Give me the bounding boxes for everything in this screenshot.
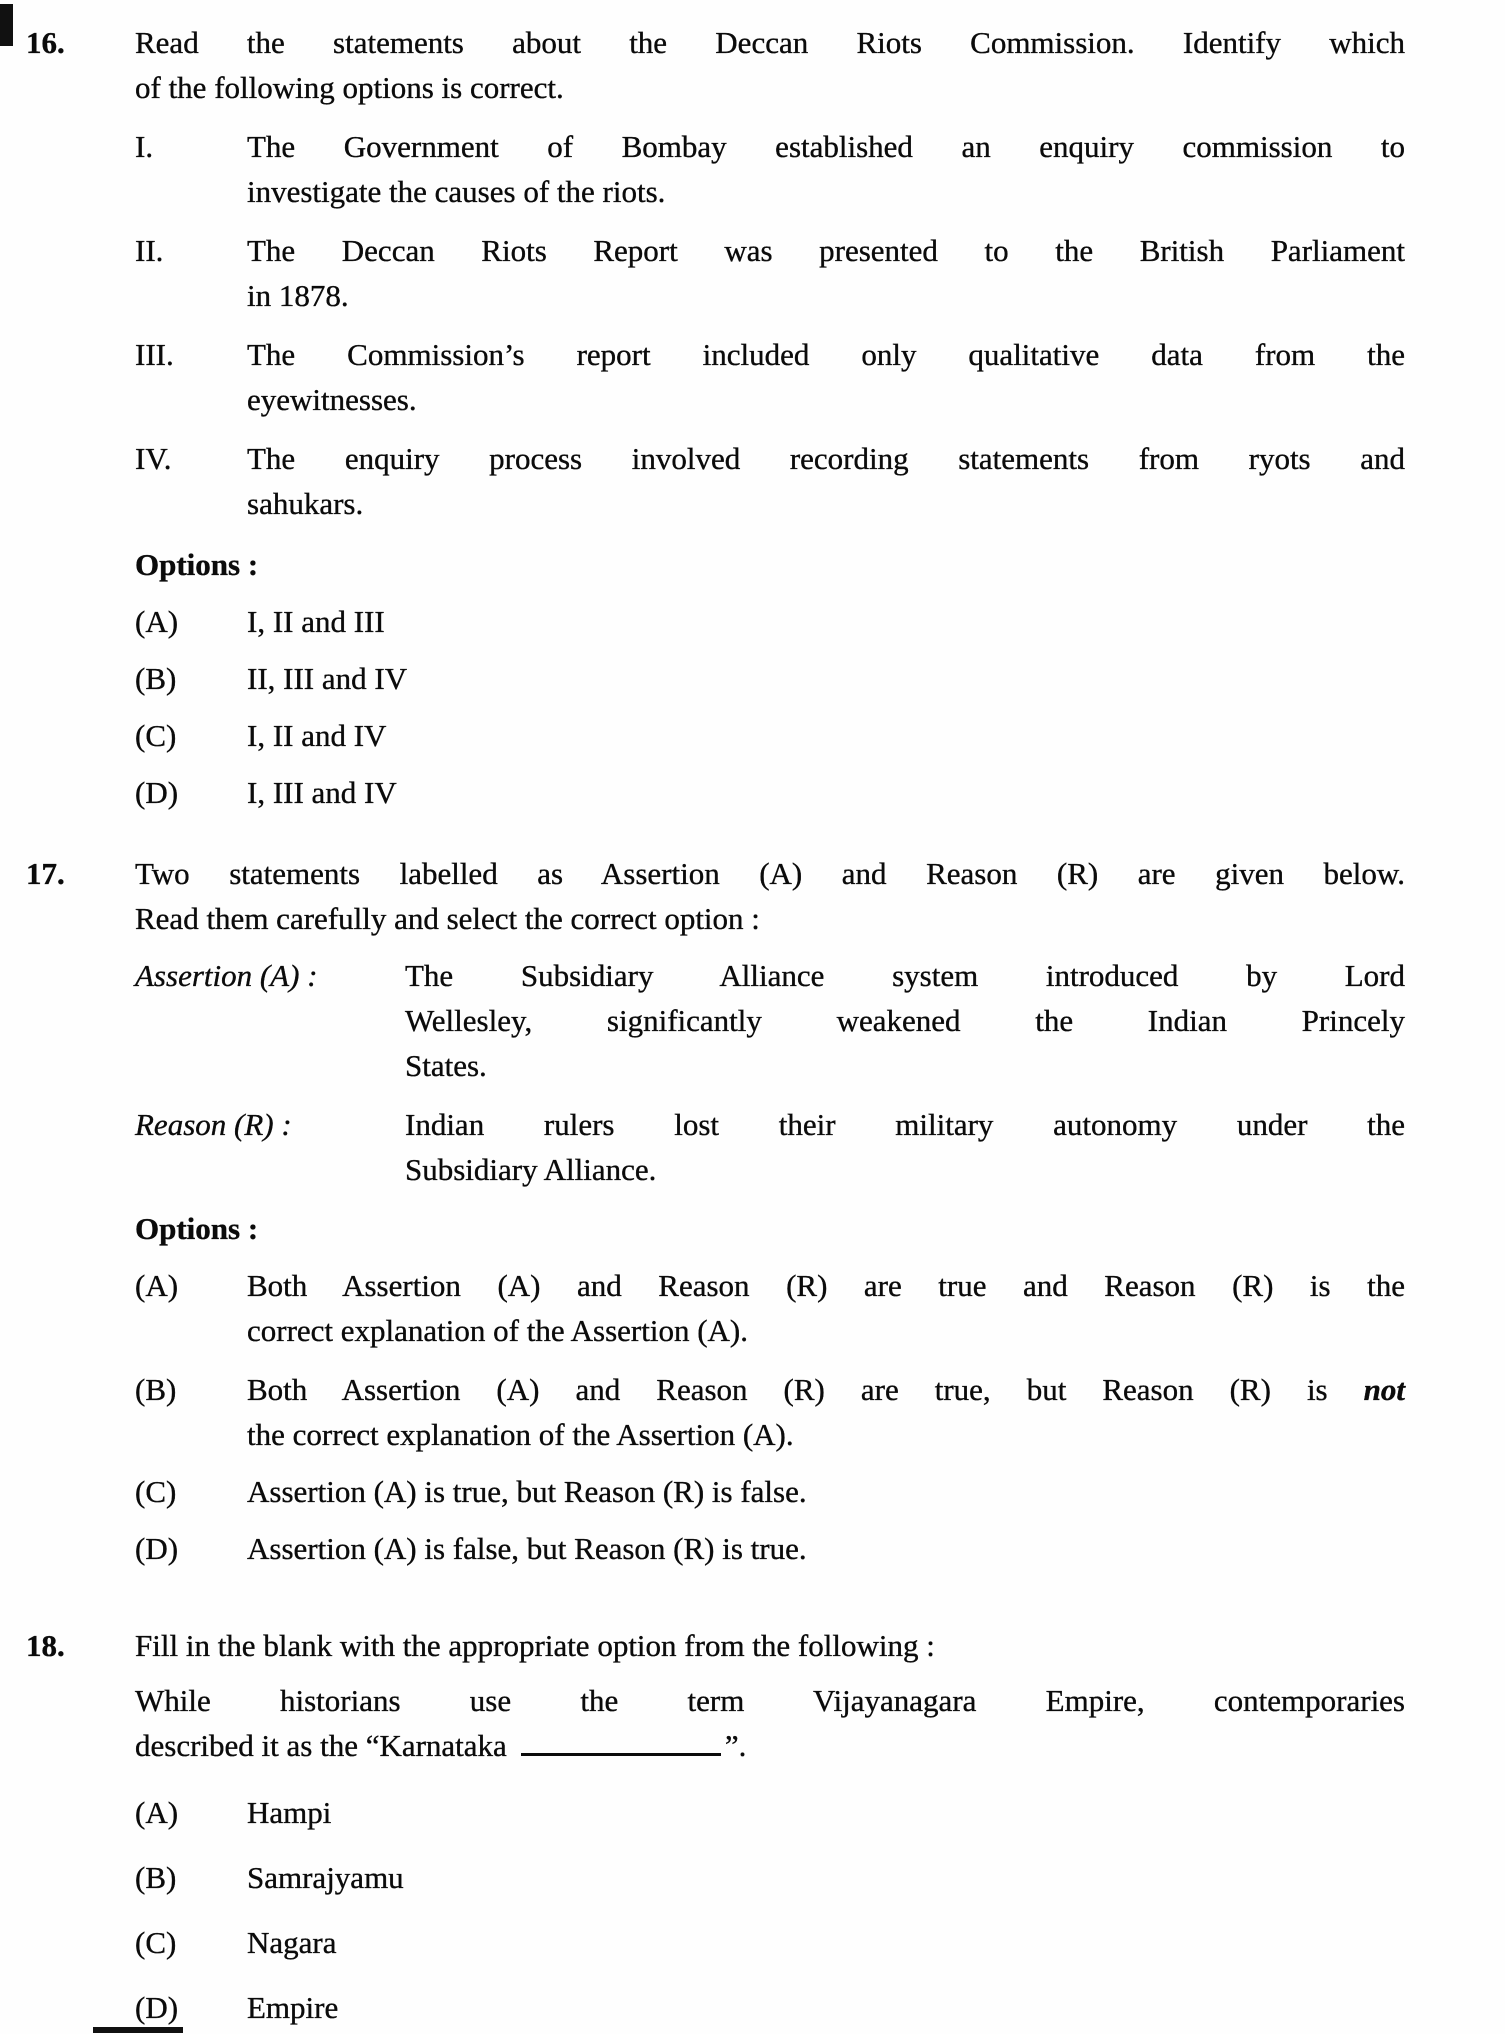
option-label: (B)	[135, 661, 177, 696]
option-text: Assertion (A) is false, but Reason (R) is true.	[247, 1531, 807, 1566]
option-text-line	[247, 1367, 1405, 1412]
fill-line	[135, 1723, 1405, 1768]
option-row	[135, 1469, 1405, 1514]
option-label: (D)	[135, 1990, 179, 2025]
option-text-line: correct explanation of the Assertion (A).	[247, 1313, 748, 1348]
option-label: (D)	[135, 1531, 179, 1566]
statement-line: sahukars.	[247, 486, 364, 521]
reason-line: Indian rulers lost their military autonomy under the	[405, 1107, 1405, 1142]
option-text: I, II and III	[247, 604, 385, 639]
reason-line: Subsidiary Alliance.	[405, 1152, 657, 1187]
option-text: Assertion (A) is true, but Reason (R) is false.	[247, 1474, 807, 1509]
option-row	[135, 770, 1405, 815]
fill-line: While historians use the term Vijayanagara Empire, contemporaries	[135, 1683, 1405, 1718]
scan-artifact-top-left	[0, 4, 13, 46]
question-intro-line: Two statements labelled as Assertion (A) and Reason (R) are given below.	[135, 856, 1405, 891]
option-text: Hampi	[247, 1795, 332, 1830]
scan-artifact-bottom	[93, 2027, 183, 2033]
option-text: I, II and IV	[247, 718, 387, 753]
assertion-label: Assertion (A) :	[135, 958, 318, 993]
reason-row	[135, 1102, 1405, 1192]
statement-row	[135, 436, 1405, 526]
assertion-line: Wellesley, significantly weakened the Indian Princely	[405, 1003, 1405, 1038]
question-intro-line: Fill in the blank with the appropriate option from the following :	[135, 1628, 935, 1663]
statement-row	[135, 332, 1405, 422]
statement-line: The Government of Bombay established an enquiry commission to	[247, 129, 1405, 164]
option-text-line: the correct explanation of the Assertion (A).	[247, 1417, 794, 1452]
option-text-line: Both Assertion (A) and Reason (R) are true and Reason (R) is the	[247, 1268, 1405, 1303]
option-label: (D)	[135, 775, 179, 810]
question-number: 16.	[26, 25, 65, 60]
question-number: 17.	[26, 856, 65, 891]
question-number: 18.	[26, 1628, 65, 1663]
fill-in-text	[135, 1678, 1405, 1768]
option-label: (A)	[135, 1795, 179, 1830]
assertion-row	[135, 953, 1405, 1088]
fill-text-before: described it as the “Karnataka	[135, 1728, 507, 1763]
question-body	[135, 20, 1405, 815]
statement-line: eyewitnesses.	[247, 382, 417, 417]
option-text-emphasis: not	[1363, 1372, 1405, 1407]
statement-label: I.	[135, 129, 154, 164]
option-label: (B)	[135, 1372, 177, 1407]
option-text: Empire	[247, 1990, 339, 2025]
statement-label: II.	[135, 233, 164, 268]
option-row	[135, 1855, 1405, 1900]
statement-line: The enquiry process involved recording statements from ryots and	[247, 441, 1405, 476]
option-row	[135, 1985, 1405, 2030]
option-text: II, III and IV	[247, 661, 408, 696]
question-body	[135, 1623, 1405, 2030]
statement-label: III.	[135, 337, 174, 372]
question-17	[26, 851, 1405, 1571]
option-row	[135, 1526, 1405, 1571]
option-label: (C)	[135, 1925, 177, 1960]
option-text-part: Both Assertion (A) and Reason (R) are true, but Reason (R) is	[247, 1372, 1364, 1407]
statement-line: in 1878.	[247, 278, 349, 313]
options-label: Options :	[135, 1211, 259, 1246]
options-label: Options :	[135, 547, 259, 582]
assertion-line: States.	[405, 1048, 487, 1083]
assertion-line: The Subsidiary Alliance system introduced by Lord	[405, 958, 1405, 993]
question-intro-line: of the following options is correct.	[135, 70, 564, 105]
option-label: (B)	[135, 1860, 177, 1895]
option-label: (A)	[135, 604, 179, 639]
statement-row	[135, 124, 1405, 214]
option-row	[135, 1920, 1405, 1965]
option-row	[135, 713, 1405, 758]
question-intro-line: Read them carefully and select the correct option :	[135, 901, 760, 936]
fill-text-after: ”.	[724, 1728, 747, 1763]
question-intro-line: Read the statements about the Deccan Riots Commission. Identify which	[135, 25, 1405, 60]
option-label: (A)	[135, 1268, 179, 1303]
question-16	[26, 20, 1405, 815]
option-row	[135, 1263, 1405, 1353]
question-body	[135, 851, 1405, 1571]
statement-label: IV.	[135, 441, 172, 476]
blank-underline	[521, 1726, 721, 1756]
option-row	[135, 1367, 1405, 1457]
option-row	[135, 656, 1405, 701]
reason-label: Reason (R) :	[135, 1107, 292, 1142]
option-label: (C)	[135, 718, 177, 753]
statement-line: The Deccan Riots Report was presented to the British Parliament	[247, 233, 1405, 268]
statement-line: investigate the causes of the riots.	[247, 174, 666, 209]
question-18	[26, 1623, 1405, 2030]
option-text: Nagara	[247, 1925, 337, 1960]
option-label: (C)	[135, 1474, 177, 1509]
statement-line: The Commission’s report included only qualitative data from the	[247, 337, 1405, 372]
option-text: Samrajyamu	[247, 1860, 404, 1895]
option-row	[135, 1790, 1405, 1835]
statement-row	[135, 228, 1405, 318]
option-row	[135, 599, 1405, 644]
option-text: I, III and IV	[247, 775, 397, 810]
